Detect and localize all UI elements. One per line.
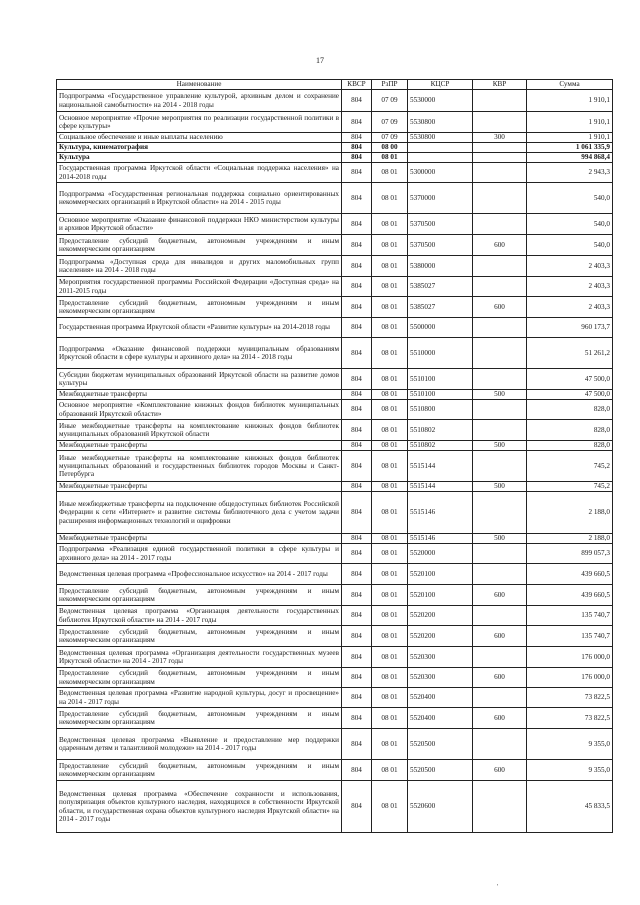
cell-kcsr: 5520200 <box>408 606 473 626</box>
table-row <box>57 708 613 729</box>
cell-rzpr: 08 01 <box>372 564 408 585</box>
table-header-row <box>57 80 613 90</box>
cell-name: Предоставление субсидий бюджетным, автономным учреждениям и иным некоммерческим организациям <box>57 626 342 647</box>
table-row <box>57 668 613 688</box>
cell-kvsr: 804 <box>342 544 372 564</box>
cell-sum: 2 943,3 <box>527 163 613 183</box>
cell-name: Основное мероприятие «Оказание финансовой поддержки НКО министерством культуры и архивов Иркутской области» <box>57 214 342 235</box>
cell-rzpr: 08 01 <box>372 492 408 534</box>
cell-kvsr: 804 <box>342 133 372 143</box>
table-row <box>57 400 613 420</box>
cell-sum: 899 057,3 <box>527 544 613 564</box>
table-row <box>57 338 613 369</box>
cell-rzpr: 08 01 <box>372 626 408 647</box>
table-row <box>57 318 613 338</box>
cell-rzpr: 07 09 <box>372 90 408 112</box>
cell-sum: 2 188,0 <box>527 492 613 534</box>
cell-kvsr: 804 <box>342 183 372 214</box>
cell-kvr <box>473 369 527 390</box>
cell-kcsr: 5370500 <box>408 214 473 235</box>
cell-sum: 2 403,3 <box>527 256 613 277</box>
cell-sum: 2 188,0 <box>527 534 613 544</box>
table-row <box>57 564 613 585</box>
cell-sum: 135 740,7 <box>527 606 613 626</box>
table-row <box>57 183 613 214</box>
cell-sum: 540,0 <box>527 183 613 214</box>
cell-kcsr: 5515144 <box>408 482 473 492</box>
cell-kvr <box>473 729 527 760</box>
cell-sum: 828,0 <box>527 441 613 451</box>
table-row <box>57 214 613 235</box>
cell-kvr: 600 <box>473 297 527 318</box>
header-kvsr: КВСР <box>342 80 372 90</box>
cell-name: Ведомственная целевая программа «Профессиональное искусство» на 2014 - 2017 годы <box>57 564 342 585</box>
cell-name: Межбюджетные трансферты <box>57 482 342 492</box>
cell-kcsr: 5530800 <box>408 133 473 143</box>
cell-kcsr: 5520100 <box>408 585 473 606</box>
cell-sum: 51 261,2 <box>527 338 613 369</box>
cell-kvr: 600 <box>473 708 527 729</box>
cell-kvsr: 804 <box>342 338 372 369</box>
cell-kcsr: 5380000 <box>408 256 473 277</box>
cell-kvr <box>473 647 527 668</box>
cell-rzpr: 08 01 <box>372 441 408 451</box>
page-number: 17 <box>316 56 324 65</box>
cell-sum: 960 173,7 <box>527 318 613 338</box>
cell-kvsr: 804 <box>342 297 372 318</box>
cell-rzpr: 08 01 <box>372 235 408 256</box>
cell-rzpr: 08 01 <box>372 451 408 482</box>
cell-name: Предоставление субсидий бюджетным, автономным учреждениям и иным некоммерческим организациям <box>57 708 342 729</box>
cell-kcsr: 5520400 <box>408 688 473 708</box>
cell-name: Ведомственная целевая программа «Организация деятельности государственных библиотек Иркутской области» на 2014 - 2017 годы <box>57 606 342 626</box>
cell-kvr <box>473 544 527 564</box>
table-row <box>57 153 613 163</box>
cell-rzpr: 08 01 <box>372 400 408 420</box>
cell-kvsr: 804 <box>342 482 372 492</box>
cell-kvsr: 804 <box>342 143 372 153</box>
cell-rzpr: 08 01 <box>372 668 408 688</box>
cell-sum: 439 660,5 <box>527 564 613 585</box>
cell-kvsr: 804 <box>342 760 372 781</box>
cell-kvsr: 804 <box>342 390 372 400</box>
cell-rzpr: 08 01 <box>372 781 408 833</box>
cell-kvsr: 804 <box>342 153 372 163</box>
cell-kvr <box>473 420 527 441</box>
cell-name: Культура <box>57 153 342 163</box>
cell-kcsr: 5520500 <box>408 760 473 781</box>
cell-sum: 2 403,3 <box>527 297 613 318</box>
cell-kcsr: 5515146 <box>408 534 473 544</box>
cell-kvr: 600 <box>473 626 527 647</box>
table-row <box>57 297 613 318</box>
table-row <box>57 544 613 564</box>
cell-kvsr: 804 <box>342 318 372 338</box>
table-row <box>57 163 613 183</box>
cell-name: Социальное обеспечение и иные выплаты населению <box>57 133 342 143</box>
table-row <box>57 369 613 390</box>
table-row <box>57 781 613 833</box>
cell-kcsr: 5300000 <box>408 163 473 183</box>
header-kvr: КВР <box>473 80 527 90</box>
cell-kvsr: 804 <box>342 420 372 441</box>
cell-kvr: 600 <box>473 235 527 256</box>
cell-kvsr: 804 <box>342 441 372 451</box>
table-row <box>57 235 613 256</box>
cell-sum: 1 061 335,9 <box>527 143 613 153</box>
cell-rzpr: 08 01 <box>372 688 408 708</box>
cell-name: Предоставление субсидий бюджетным, автономным учреждениям и иным некоммерческим организациям <box>57 668 342 688</box>
cell-rzpr: 08 01 <box>372 297 408 318</box>
header-rzpr: РзПР <box>372 80 408 90</box>
cell-kvr <box>473 781 527 833</box>
cell-rzpr: 08 01 <box>372 277 408 297</box>
cell-sum: 176 000,0 <box>527 668 613 688</box>
cell-sum: 1 910,1 <box>527 112 613 133</box>
cell-kcsr: 5520300 <box>408 647 473 668</box>
cell-kvr: 600 <box>473 668 527 688</box>
header-sum: Сумма <box>527 80 613 90</box>
cell-kvsr: 804 <box>342 451 372 482</box>
cell-name: Ведомственная целевая программа «Развитие народной культуры, досуг и просвещение» на 2014 - 2017 годы <box>57 688 342 708</box>
table-row <box>57 90 613 112</box>
cell-kcsr: 5515144 <box>408 451 473 482</box>
cell-sum: 47 500,0 <box>527 369 613 390</box>
cell-name: Подпрограмма «Реализация единой государственной политики в сфере культуры и архивного дела» на 2014 - 2017 годы <box>57 544 342 564</box>
cell-kvr: 500 <box>473 482 527 492</box>
cell-kvr <box>473 451 527 482</box>
cell-kvsr: 804 <box>342 729 372 760</box>
cell-kvr <box>473 277 527 297</box>
cell-sum: 828,0 <box>527 420 613 441</box>
cell-name: Основное мероприятие «Комплектование книжных фондов библиотек муниципальных образований Иркутской области» <box>57 400 342 420</box>
cell-kvr <box>473 318 527 338</box>
cell-kvsr: 804 <box>342 235 372 256</box>
cell-sum: 9 355,0 <box>527 729 613 760</box>
cell-kvr <box>473 564 527 585</box>
cell-sum: 540,0 <box>527 235 613 256</box>
cell-kcsr: 5385027 <box>408 297 473 318</box>
budget-table <box>56 79 613 833</box>
cell-kcsr: 5530000 <box>408 90 473 112</box>
table-row <box>57 729 613 760</box>
cell-rzpr: 08 01 <box>372 420 408 441</box>
cell-kcsr: 5510000 <box>408 338 473 369</box>
cell-sum: 47 500,0 <box>527 390 613 400</box>
cell-sum: 828,0 <box>527 400 613 420</box>
table-row <box>57 256 613 277</box>
cell-rzpr: 08 01 <box>372 256 408 277</box>
cell-rzpr: 08 01 <box>372 482 408 492</box>
cell-name: Предоставление субсидий бюджетным, автономным учреждениям и иным некоммерческим организациям <box>57 235 342 256</box>
cell-sum: 745,2 <box>527 451 613 482</box>
cell-name: Иные межбюджетные трансферты на подключение общедоступных библиотек Российской Федерации к сети «Интернет» и развитие системы библиотечного дела с учетом задачи расширения информационных технологий и оцифровки <box>57 492 342 534</box>
cell-kvr: 500 <box>473 390 527 400</box>
cell-kcsr: 5520500 <box>408 729 473 760</box>
cell-kvsr: 804 <box>342 708 372 729</box>
cell-name: Подпрограмма «Государственное управление культурой, архивным делом и сохранение национальной самобытности» на 2014 - 2018 годы <box>57 90 342 112</box>
cell-name: Ведомственная целевая программа «Обеспечение сохранности и использования, популяризация объектов культурного наследия, находящихся в собственности Иркутской области, и государственная охрана объектов культурного наследия Иркутской области» на 2014 - 2017 годы <box>57 781 342 833</box>
cell-kcsr: 5515146 <box>408 492 473 534</box>
cell-kvr <box>473 606 527 626</box>
cell-sum: 9 355,0 <box>527 760 613 781</box>
cell-name: Предоставление субсидий бюджетным, автономным учреждениям и иным некоммерческим организациям <box>57 760 342 781</box>
cell-kvr <box>473 163 527 183</box>
cell-kcsr: 5510800 <box>408 400 473 420</box>
table-row <box>57 534 613 544</box>
cell-kcsr: 5520000 <box>408 544 473 564</box>
cell-kvr: 600 <box>473 585 527 606</box>
cell-rzpr: 08 01 <box>372 369 408 390</box>
table-row <box>57 390 613 400</box>
cell-kcsr: 5520600 <box>408 781 473 833</box>
table-row <box>57 492 613 534</box>
cell-kvr <box>473 400 527 420</box>
cell-kvr: 500 <box>473 441 527 451</box>
cell-kvr <box>473 183 527 214</box>
table-row <box>57 647 613 668</box>
cell-kvsr: 804 <box>342 606 372 626</box>
table-row <box>57 420 613 441</box>
cell-rzpr: 08 01 <box>372 338 408 369</box>
cell-kcsr: 5520100 <box>408 564 473 585</box>
cell-kvsr: 804 <box>342 585 372 606</box>
cell-kcsr: 5510100 <box>408 390 473 400</box>
cell-name: Субсидии бюджетам муниципальных образований Иркутской области на развитие домов культуры <box>57 369 342 390</box>
cell-kcsr: 5530800 <box>408 112 473 133</box>
table-row <box>57 688 613 708</box>
cell-sum: 540,0 <box>527 214 613 235</box>
cell-name: Основное мероприятие «Прочие мероприятия по реализации государственной политики в сфере культуры» <box>57 112 342 133</box>
cell-rzpr: 08 01 <box>372 163 408 183</box>
cell-name: Мероприятия государственной программы Российской Федерации «Доступная среда» на 2011-2015 годы <box>57 277 342 297</box>
cell-kvr <box>473 338 527 369</box>
cell-rzpr: 07 09 <box>372 133 408 143</box>
cell-kvsr: 804 <box>342 112 372 133</box>
cell-kvsr: 804 <box>342 90 372 112</box>
cell-rzpr: 08 01 <box>372 606 408 626</box>
cell-sum: 73 822,5 <box>527 688 613 708</box>
cell-kvsr: 804 <box>342 668 372 688</box>
cell-kcsr: 5510100 <box>408 369 473 390</box>
cell-rzpr: 07 09 <box>372 112 408 133</box>
cell-name: Ведомственная целевая программа «Выявление и предоставление мер поддержки одаренным детям и талантливой молодежи» на 2014 - 2017 годы <box>57 729 342 760</box>
cell-kvsr: 804 <box>342 369 372 390</box>
table-row <box>57 133 613 143</box>
cell-sum: 439 660,5 <box>527 585 613 606</box>
cell-kvsr: 804 <box>342 647 372 668</box>
cell-name: Межбюджетные трансферты <box>57 390 342 400</box>
cell-rzpr: 08 01 <box>372 153 408 163</box>
cell-name: Подпрограмма «Доступная среда для инвалидов и других маломобильных групп населения» на 2014 - 2018 годы <box>57 256 342 277</box>
table-row <box>57 606 613 626</box>
cell-kcsr: 5520200 <box>408 626 473 647</box>
table-row <box>57 277 613 297</box>
header-name: Наименование <box>57 80 342 90</box>
cell-kvsr: 804 <box>342 277 372 297</box>
table-row <box>57 626 613 647</box>
cell-kcsr: 5370500 <box>408 235 473 256</box>
cell-rzpr: 08 01 <box>372 534 408 544</box>
cell-kcsr: 5370000 <box>408 183 473 214</box>
table-row <box>57 451 613 482</box>
cell-kvr <box>473 492 527 534</box>
cell-kvsr: 804 <box>342 564 372 585</box>
header-kcsr: КЦСР <box>408 80 473 90</box>
cell-kcsr <box>408 143 473 153</box>
cell-name: Подпрограмма «Оказание финансовой поддержки муниципальным образованиям Иркутской области в сфере культуры и архивного дела» на 2014 - 2018 годы <box>57 338 342 369</box>
cell-sum: 994 868,4 <box>527 153 613 163</box>
cell-kvsr: 804 <box>342 534 372 544</box>
cell-name: Предоставление субсидий бюджетным, автономным учреждениям и иным некоммерческим организациям <box>57 585 342 606</box>
cell-kvsr: 804 <box>342 626 372 647</box>
cell-kcsr: 5520400 <box>408 708 473 729</box>
cell-sum: 135 740,7 <box>527 626 613 647</box>
cell-name: Государственная программа Иркутской области «Развитие культуры» на 2014-2018 годы <box>57 318 342 338</box>
cell-sum: 73 822,5 <box>527 708 613 729</box>
cell-kvr <box>473 214 527 235</box>
cell-kcsr: 5520300 <box>408 668 473 688</box>
cell-kcsr: 5500000 <box>408 318 473 338</box>
cell-kcsr: 5385027 <box>408 277 473 297</box>
table-row <box>57 112 613 133</box>
cell-kcsr: 5510802 <box>408 420 473 441</box>
cell-name: Государственная программа Иркутской области «Социальная поддержка населения» на 2014-2018 годы <box>57 163 342 183</box>
cell-kcsr <box>408 153 473 163</box>
cell-kvr <box>473 90 527 112</box>
cell-rzpr: 08 01 <box>372 760 408 781</box>
cell-name: Предоставление субсидий бюджетным, автономным учреждениям и иным некоммерческим организациям <box>57 297 342 318</box>
cell-kvr <box>473 256 527 277</box>
table-row <box>57 143 613 153</box>
cell-name: Иные межбюджетные трансферты на комплектование книжных фондов библиотек муниципальных образований и государственных библиотек городов Москвы и Санкт-Петербурга <box>57 451 342 482</box>
cell-sum: 176 000,0 <box>527 647 613 668</box>
table-row <box>57 585 613 606</box>
cell-kvr: 600 <box>473 760 527 781</box>
cell-name: Подпрограмма «Государственная региональная поддержка социально ориентированных некоммерческих организаций в Иркутской области» на 2014 - 2015 годы <box>57 183 342 214</box>
cell-rzpr: 08 01 <box>372 318 408 338</box>
cell-rzpr: 08 01 <box>372 585 408 606</box>
cell-kvsr: 804 <box>342 688 372 708</box>
scan-mark: ' <box>497 883 499 891</box>
table-row <box>57 760 613 781</box>
cell-kvr <box>473 688 527 708</box>
cell-rzpr: 08 01 <box>372 214 408 235</box>
table-row <box>57 441 613 451</box>
table-row <box>57 482 613 492</box>
cell-kvsr: 804 <box>342 781 372 833</box>
cell-kvsr: 804 <box>342 163 372 183</box>
cell-kvr <box>473 153 527 163</box>
cell-sum: 2 403,3 <box>527 277 613 297</box>
cell-kvr <box>473 112 527 133</box>
cell-sum: 1 910,1 <box>527 133 613 143</box>
cell-kvr: 300 <box>473 133 527 143</box>
cell-kvr: 500 <box>473 534 527 544</box>
cell-rzpr: 08 01 <box>372 647 408 668</box>
cell-rzpr: 08 01 <box>372 729 408 760</box>
table-body <box>57 90 613 833</box>
cell-name: Межбюджетные трансферты <box>57 534 342 544</box>
cell-rzpr: 08 01 <box>372 708 408 729</box>
cell-kvsr: 804 <box>342 256 372 277</box>
cell-kcsr: 5510802 <box>408 441 473 451</box>
cell-rzpr: 08 01 <box>372 390 408 400</box>
cell-rzpr: 08 01 <box>372 544 408 564</box>
cell-sum: 745,2 <box>527 482 613 492</box>
cell-kvsr: 804 <box>342 214 372 235</box>
cell-name: Ведомственная целевая программа «Организация деятельности государственных музеев Иркутской области» на 2014 - 2017 годы <box>57 647 342 668</box>
cell-kvr <box>473 143 527 153</box>
cell-sum: 45 833,5 <box>527 781 613 833</box>
cell-name: Межбюджетные трансферты <box>57 441 342 451</box>
cell-name: Иные межбюджетные трансферты на комплектование книжных фондов библиотек муниципальных образований Иркутской области <box>57 420 342 441</box>
cell-kvsr: 804 <box>342 492 372 534</box>
cell-name: Культура, кинематография <box>57 143 342 153</box>
cell-kvsr: 804 <box>342 400 372 420</box>
cell-rzpr: 08 00 <box>372 143 408 153</box>
cell-sum: 1 910,1 <box>527 90 613 112</box>
cell-rzpr: 08 01 <box>372 183 408 214</box>
